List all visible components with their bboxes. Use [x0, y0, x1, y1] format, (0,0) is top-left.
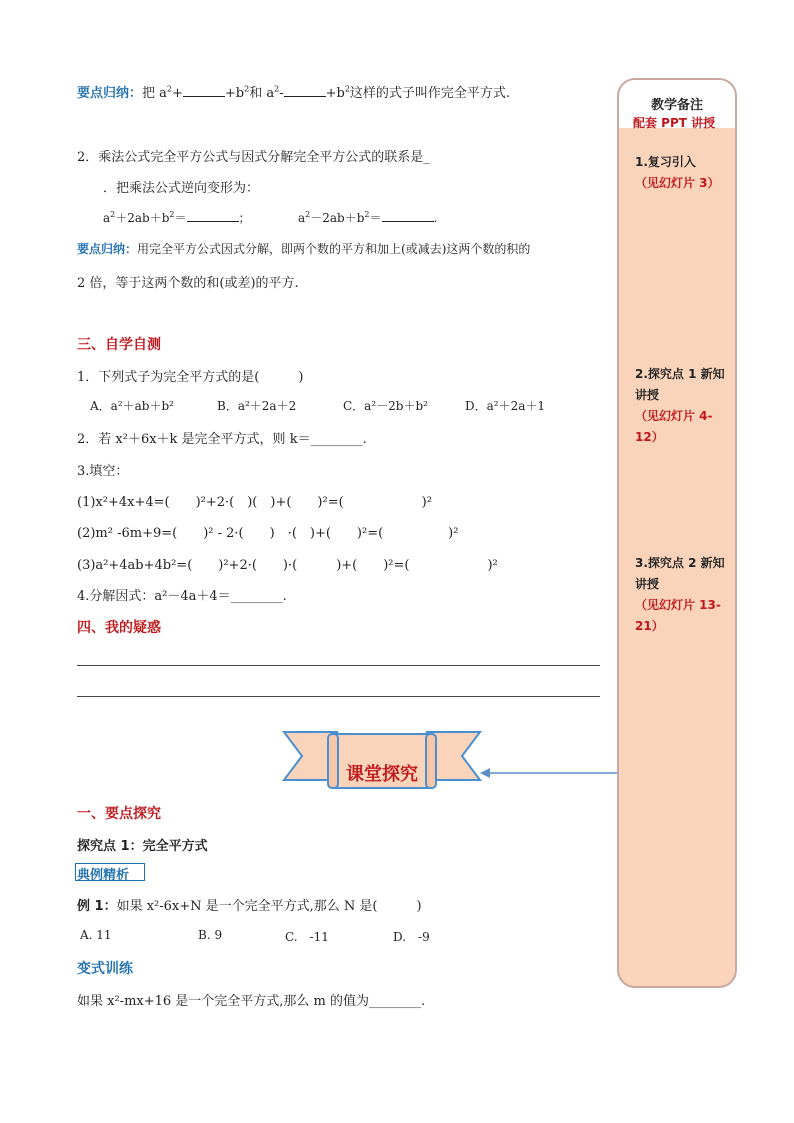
text-segment: ＝ — [369, 211, 382, 225]
answer-line-2 — [77, 696, 600, 697]
panel-title: 教学备注 — [650, 98, 703, 113]
key-point-line-1: 要点归纳：把 $a^2+ +b^2$和 $a^2- +b^2$这样的式子叫作完全平方式. — [77, 84, 511, 101]
question-1: 1．下列式子为完全平方式的是( ) — [77, 370, 304, 385]
note-2 — [635, 364, 730, 448]
answer-line-1 — [77, 665, 600, 666]
relation-question: 2．乘法公式完全平方公式与因式分解完全平方公式的联系是_ — [77, 150, 430, 165]
formula-blank-2: $a^2-2ab+b^2=$ . — [298, 210, 438, 225]
example-option-a: A. 11 — [80, 928, 112, 942]
question-4: 4.分解因式：a²－4a＋4＝________. — [77, 589, 287, 604]
note-1-slides: （见幻灯片 3） — [635, 176, 720, 190]
text-segment: －2ab＋b — [310, 211, 365, 225]
variant-question: 如果 x²-mx+16 是一个完全平方式,那么 m 的值为________. — [77, 994, 426, 1009]
formula-blank-1: $a^2+2ab+b^2=$ ； — [103, 210, 251, 225]
arrow-head-icon — [480, 768, 490, 778]
key-point-line-2 — [77, 240, 530, 257]
fill-blank — [187, 210, 239, 222]
question-3-part-3: (3)a²+4ab+4b²=( )²+2·( )·( )+( )²=( )² — [77, 558, 498, 573]
text-segment: ＝ — [174, 211, 187, 225]
fill-blank — [183, 85, 225, 97]
example-option-d: D. -9 — [393, 930, 430, 944]
text-segment: +b — [224, 86, 245, 101]
fill-blank — [284, 85, 326, 97]
text-segment: ； — [238, 211, 251, 225]
example-text: 如果 x²-6x+N 是一个完全平方式,那么 N 是( ) — [116, 899, 422, 914]
example-option-b: B. 9 — [198, 928, 223, 942]
text-segment: a — [298, 211, 306, 225]
question-1-option-c: C．a²－2b＋b² — [343, 399, 428, 413]
section-4-heading: 四、我的疑惑 — [77, 620, 161, 636]
text-segment: + — [172, 86, 183, 101]
question-3-part-2: (2)m² -6m+9=( )² - 2·( ) ·( )+( )²=( )² — [77, 526, 459, 541]
text-segment: ＋2ab＋b — [115, 211, 170, 225]
banner-label: 课堂探究 — [346, 764, 418, 785]
note-3-title: 3.探究点 2 新知讲授 — [635, 556, 725, 591]
question-3: 3.填空： — [77, 464, 129, 479]
text-segment: 用完全平方公式因式分解，即两个数的平方和加上(或减去)这两个数的积的 — [137, 242, 531, 256]
key-point-label: 要点归纳： — [77, 242, 138, 256]
arrow-to-banner — [478, 763, 618, 783]
note-3 — [635, 553, 730, 637]
example-1 — [77, 895, 422, 914]
text-segment: - — [279, 86, 284, 101]
example-option-c: C. -11 — [285, 930, 329, 944]
note-2-slides: （见幻灯片 4-12） — [635, 409, 713, 444]
fill-blank — [382, 210, 434, 222]
explore-point-1: 探究点 1：完全平方式 — [77, 839, 208, 854]
reverse-formula-intro: ．把乘法公式逆向变形为： — [103, 181, 260, 196]
question-2: 2．若 x²＋6x＋k 是完全平方式，则 k＝________. — [77, 432, 367, 447]
text-segment: 把 a — [142, 86, 167, 101]
note-2-title: 2.探究点 1 新知讲授 — [635, 367, 725, 402]
example-label: 例 1： — [77, 899, 117, 914]
text-segment: a — [103, 211, 111, 225]
question-1-option-a: A．a²＋ab＋b² — [90, 399, 174, 413]
text-segment: +b — [325, 86, 345, 101]
note-1-title: 1.复习引入 — [635, 155, 696, 169]
variant-heading: 变式训练 — [77, 961, 133, 977]
section-3-heading: 三、自学自测 — [77, 337, 161, 353]
question-1-option-b: B．a²＋2a＋2 — [217, 399, 297, 413]
key-point-line-2-cont: 2 倍，等于这两个数的和(或差)的平方. — [77, 276, 299, 291]
text-segment: 这样的式子叫作完全平方式. — [349, 86, 511, 101]
text-segment: 和 a — [249, 86, 275, 101]
question-3-part-1: (1)x²+4x+4=( )²+2·( )( )+( )²=( )² — [77, 495, 432, 510]
explore-heading: 一、要点探究 — [77, 806, 161, 822]
teaching-notes-panel — [617, 78, 737, 988]
question-1-option-d: D．a²＋2a＋1 — [465, 399, 546, 413]
note-3-slides: （见幻灯片 13-21） — [635, 598, 721, 633]
text-segment: . — [433, 211, 438, 225]
key-point-label: 要点归纳： — [77, 86, 143, 101]
panel-subtitle: 配套 PPT 讲授 — [633, 116, 716, 130]
example-tag: 典例精析 — [77, 868, 130, 883]
note-1 — [635, 152, 730, 194]
